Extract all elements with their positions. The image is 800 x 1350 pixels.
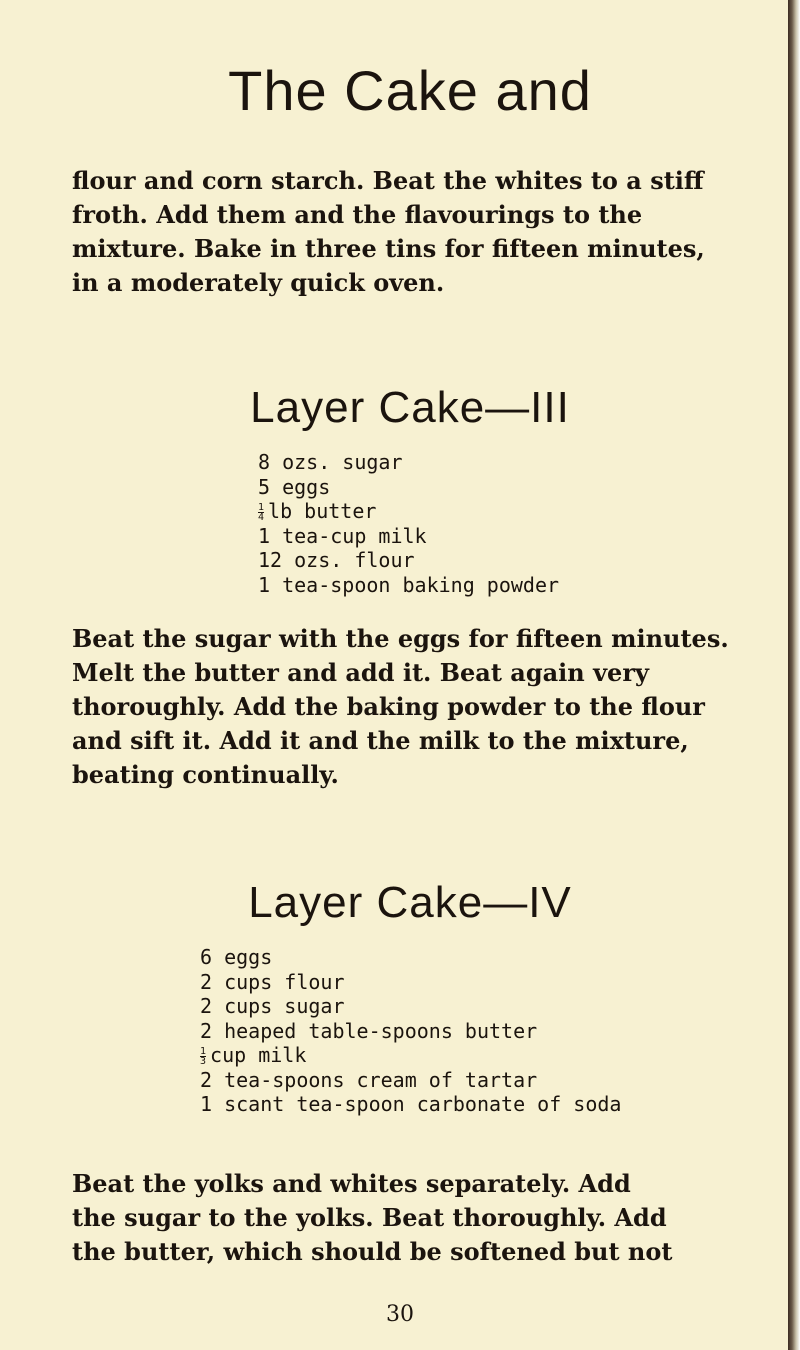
ingredient-item: 1 tea-cup milk [258, 523, 427, 548]
ingredient-item: 12 ozs. flour [258, 548, 415, 572]
text-line: froth. Add them and the flavourings to the [72, 200, 643, 229]
ingredient-list-iii [258, 450, 559, 597]
text-line: and sift it. Add it and the milk to the mixture, [72, 726, 689, 755]
text-line: Beat the yolks and whites separately. Add [72, 1169, 631, 1198]
ingredient-item: 2 heaped table-spoons butter [200, 1018, 538, 1043]
fraction: $\frac{1}{3}$ [200, 1046, 207, 1067]
ingredient-list-iv [200, 945, 621, 1117]
text-line: Melt the butter and add it. Beat again very [72, 658, 649, 687]
ingredient-item: 2 cups sugar [200, 994, 345, 1018]
page-edge-shadow [788, 0, 800, 1350]
ingredient-item: 2 tea-spoons cream of tartar [200, 1067, 538, 1092]
ingredient-item: 1 tea-spoon baking powder [258, 572, 560, 597]
ingredient-item: 2 cups flour [200, 969, 345, 994]
method-paragraph-iii [72, 622, 752, 792]
ingredient-item: $\frac{1}{4}$ lb butter [258, 499, 377, 523]
ingredient-item: 1 scant tea-spoon carbonate of soda [200, 1092, 622, 1116]
ingredient-item: 6 eggs [200, 945, 273, 969]
running-head: The Cake and [228, 59, 592, 122]
recipe-title-layer-cake-iv: Layer Cake—IV [248, 878, 572, 927]
text-line: the butter, which should be softened but not [72, 1237, 673, 1266]
text-line: flour and corn starch. Beat the whites to a stiff [72, 166, 704, 195]
intro-paragraph [72, 164, 752, 300]
ingredient-item: 8 ozs. sugar [258, 450, 403, 474]
ingredient-item: 5 eggs [258, 474, 331, 499]
text-line: beating continually. [72, 760, 339, 789]
fraction: $\frac{1}{4}$ [258, 502, 265, 523]
text-line: thoroughly. Add the baking powder to the flour [72, 692, 705, 721]
ingredient-item: $\frac{1}{3}$ cup milk [200, 1043, 307, 1067]
page-number: 30 [386, 1302, 414, 1327]
text-line: the sugar to the yolks. Beat thoroughly. Add [72, 1203, 667, 1232]
method-paragraph-iv [72, 1167, 752, 1269]
text-line: mixture. Bake in three tins for fifteen minutes, [72, 234, 705, 263]
recipe-title-layer-cake-iii: Layer Cake—III [250, 383, 570, 432]
text-line: in a moderately quick oven. [72, 268, 445, 297]
text-line: Beat the sugar with the eggs for fifteen minutes. [72, 624, 729, 653]
